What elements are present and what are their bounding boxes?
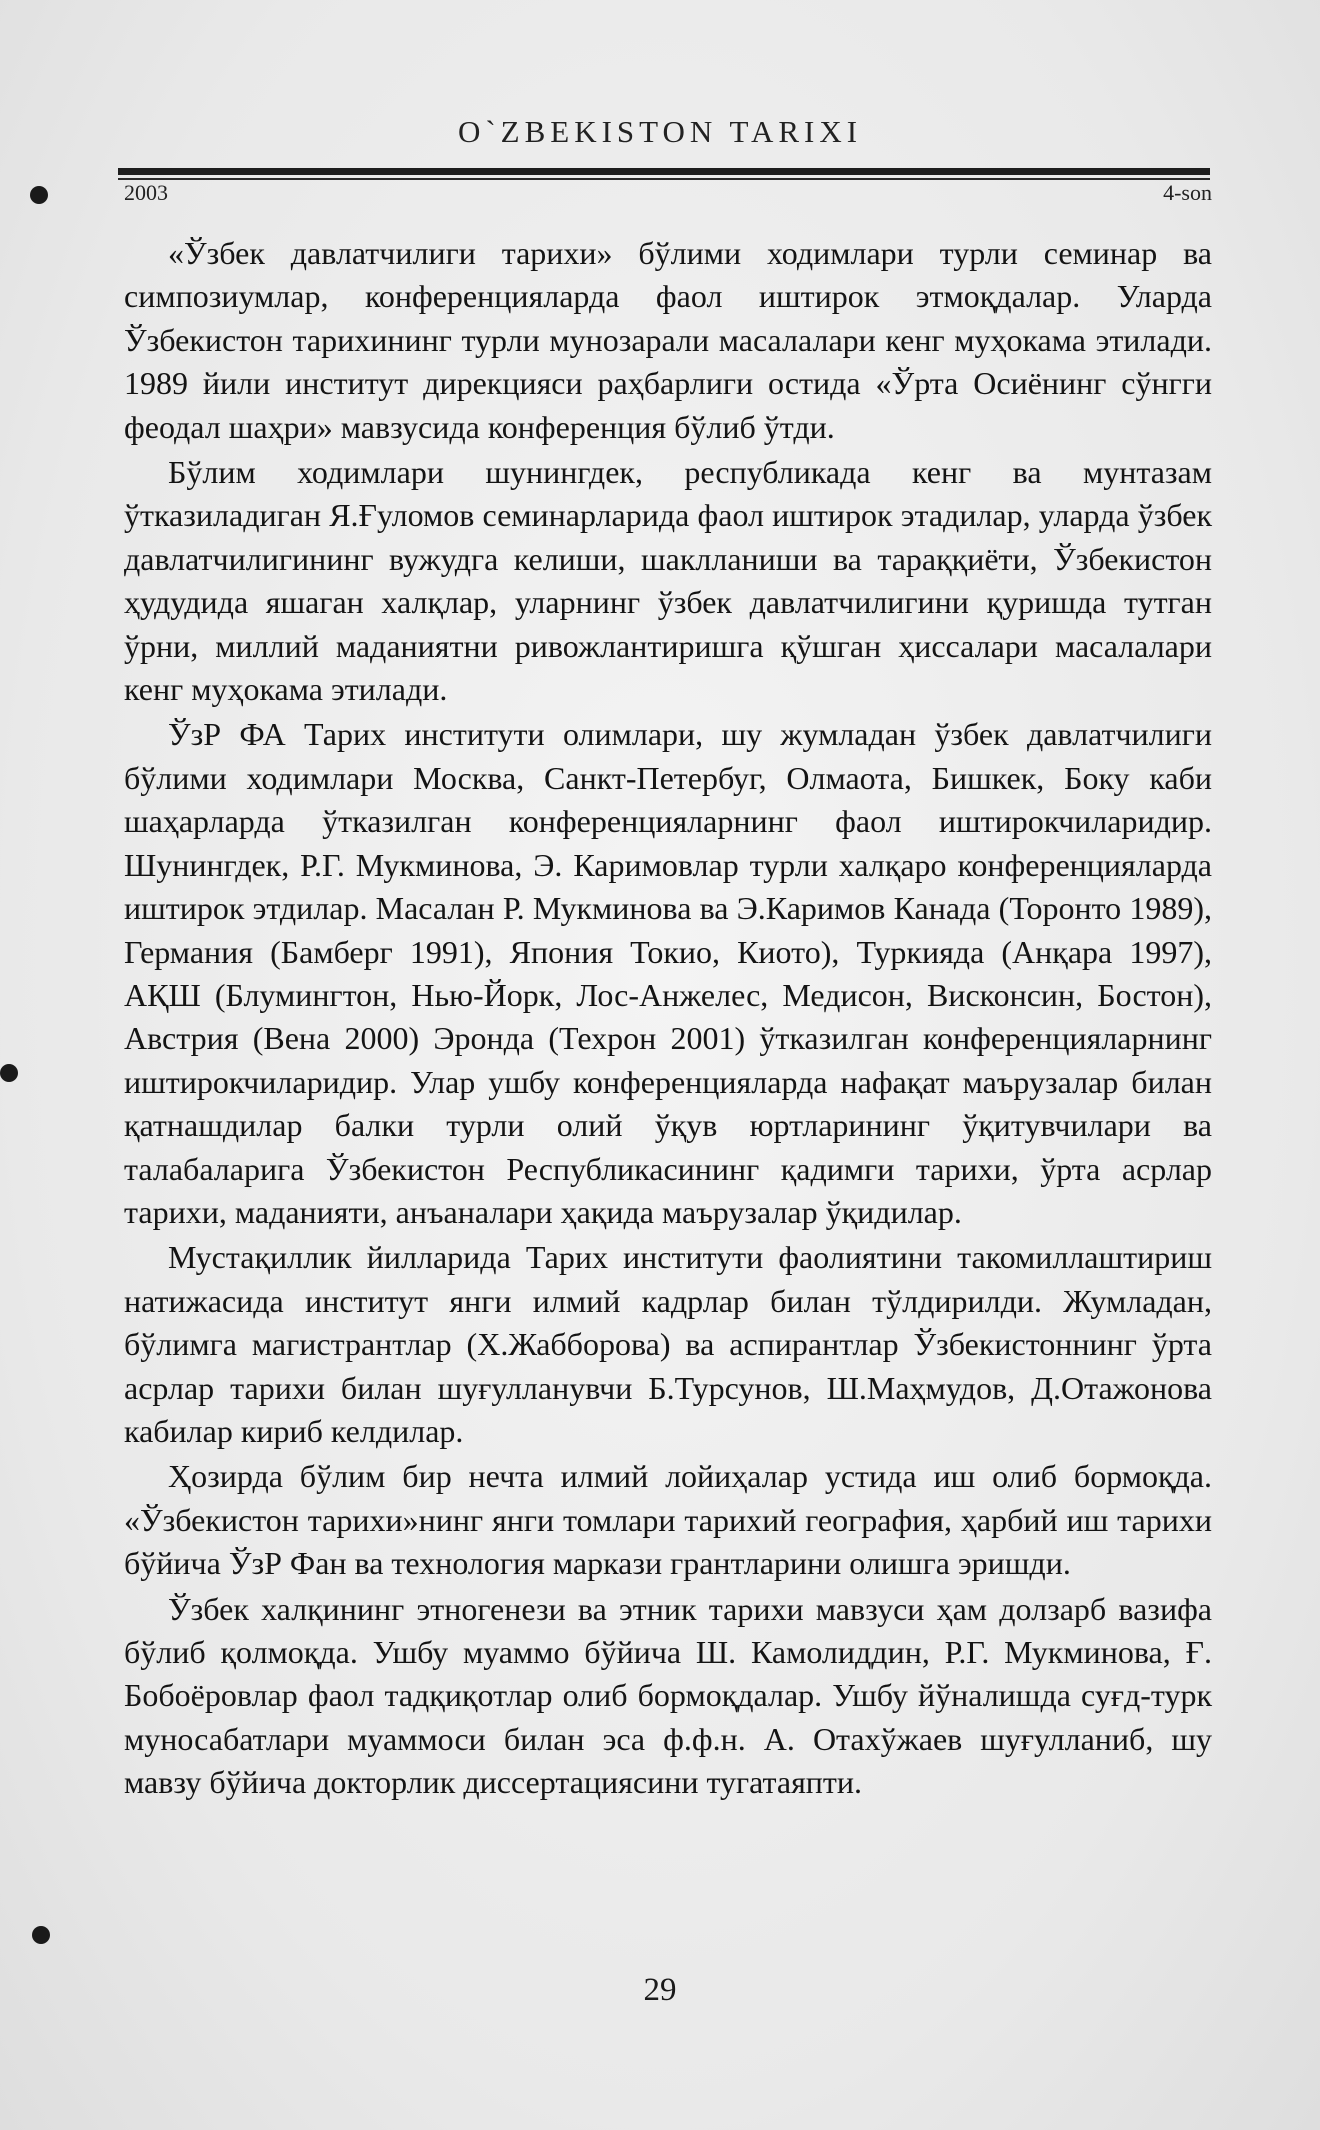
journal-title: O`ZBEKISTON TARIXI (457, 114, 863, 149)
paragraph: Ўзбек халқининг этногенези ва этник тарихи мавзуси ҳам долзарб вазифа бўлиб қолмоқда. Ушбу муаммо бўйича Ш. Камолиддин, Р.Г. Мукминова, Ғ. Бобоёровлар фаол тадқиқотлар олиб бормоқдалар. Ушбу йўналишда суғд-турк муносабатлари муаммоси билан эса ф.ф.н. А. Отахўжаев шуғулланиб, шу мавзу бўйича докторлик диссертациясини тугатаяпти. (124, 1590, 1212, 1801)
paragraph: «Ўзбек давлатчилиги тарихи» бўлими ходимлари турли семинар ва симпозиумлар, конференцияларда фаол иштирок этмоқдалар. Уларда Ўзбекистон тарихининг турли мунозарали масалалари кенг муҳокама этилади. 1989 йили институт дирекцияси раҳбарлиги остида «Ўрта Осиёнинг сўнгги феодал шаҳри» мавзусида конференция бўлиб ўтди. (124, 235, 1212, 445)
paragraph: Ҳозирда бўлим бир нечта илмий лойиҳалар устида иш олиб бормоқда. «Ўзбекистон тарихи»нинг янги томлари тарихий география, ҳарбий иш тарихи бўйича ЎзР Фан ва технология маркази грантларини олишга эришди. (124, 1458, 1212, 1582)
punch-hole-mark (32, 1926, 50, 1944)
paragraph: Мустақиллик йилларида Тарих институти фаолиятини такомиллаштириш натижасида институт янги илмий кадрлар билан тўлдирилди. Жумладан, бўлимга магистрантлар (Х.Жабборова) ва аспирантлар Ўзбекистоннинг ўрта асрлар тарихи билан шуғулланувчи Б.Турсунов, Ш.Маҳмудов, Д.Отажонова кабилар кириб келдилар. (124, 1239, 1212, 1449)
issue-number: 4-son (1163, 180, 1212, 205)
paragraph: Бўлим ходимлари шунингдек, республикада кенг ва мунтазам ўтказиладиган Я.Ғуломов семинарларида фаол иштирок этадилар, уларда ўзбек давлатчилигининг вужудга келиши, шаклланиши ва тараққиёти, Ўзбекистон ҳудудида яшаган халқлар, уларнинг ўзбек давлатчилигини қуришда тутган ўрни, миллий маданиятни ривожлантиришга қўшган ҳиссалари масалалари кенг муҳокама этилади. (124, 454, 1212, 708)
punch-hole-mark (30, 186, 48, 204)
article-body (124, 232, 1212, 1807)
page-number: 29 (643, 1972, 677, 2008)
issue-year: 2003 (124, 180, 168, 205)
header-rule-thin (118, 178, 1210, 180)
punch-hole-mark (0, 1064, 18, 1082)
paragraph: ЎзР ФА Тарих институти олимлари, шу жумладан ўзбек давлатчилиги бўлими ходимлари Москва, Санкт-Петербуг, Олмаота, Бишкек, Боку каби шаҳарларда ўтказилган конференцияларнинг фаол иштирокчиларидир. Шунингдек, Р.Г. Мукминова, Э. Каримовлар турли халқаро конференцияларда иштирок этдилар. Масалан Р. Мукминова ва Э.Каримов Канада (Торонто 1989), Германия (Бамберг 1991), Япония Токио, Киото), Туркияда (Анқара 1997), АҚШ (Блумингтон, Нью-Йорк, Лос-Анжелес, Медисон, Висконсин, Бостон), Австрия (Вена 2000) Эронда (Техрон 2001) ўтказилган конференцияларнинг иштирокчиларидир. Улар ушбу конференцияларда нафақат маърузалар билан қатнашдилар балки турли олий ўқув юртларининг ўқитувчилари ва талабаларига Ўзбекистон Республикасининг қадимги тарихи, ўрта асрлар тарихи, маданияти, анъаналари ҳақида маърузалар ўқидилар. (124, 716, 1212, 1230)
header-rule (118, 168, 1210, 180)
header-rule-thick (118, 168, 1210, 175)
